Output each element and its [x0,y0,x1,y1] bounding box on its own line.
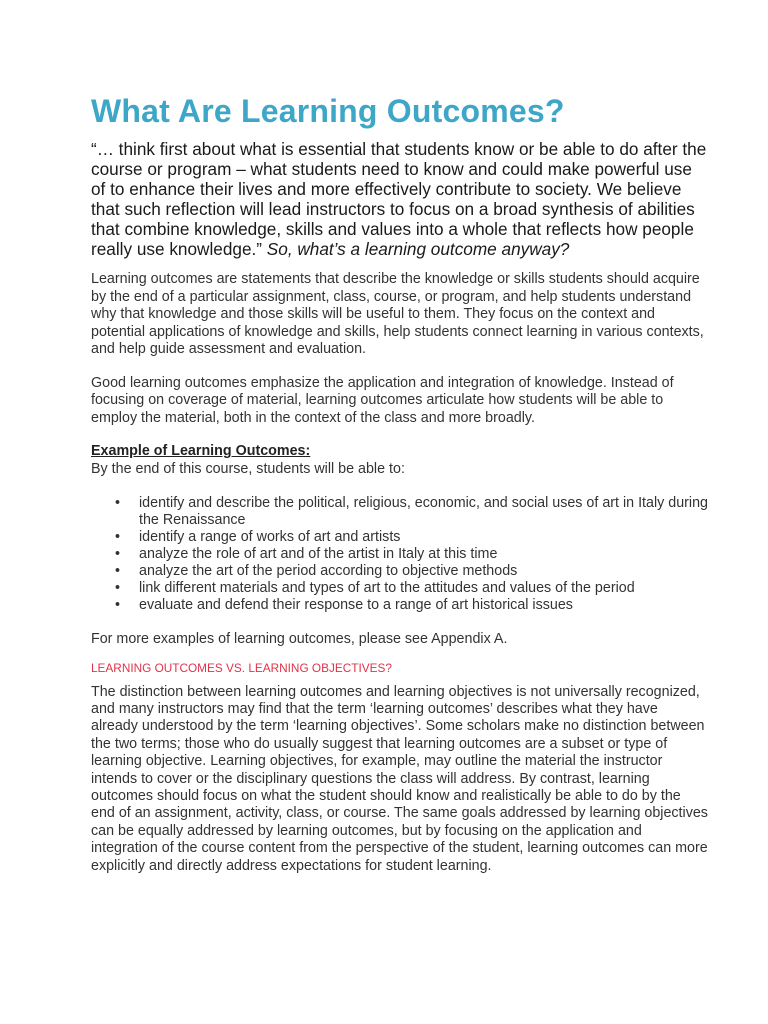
list-item [91,597,708,614]
bullet-icon: • [115,529,121,545]
list-item-text: evaluate and defend their response to a range of art historical issues [139,597,573,613]
bullet-icon: • [115,563,121,579]
more-examples-text: For more examples of learning outcomes, please see Appendix A. [91,631,508,647]
bullet-icon: • [115,580,121,596]
list-item-text: identify and describe the political, religious, economic, and social uses of art in Italy during the Renaissance [139,495,709,528]
quote-question: So, what’s a learning outcome anyway? [262,239,570,259]
definition-paragraph: Learning outcomes are statements that describe the knowledge or skills students should acquire by the end of a particular assignment, class, course, or program, and help students understand why that knowledge and those skills will be useful to them. They focus on the context and potential applications of knowledge and skills, help students connect learning in various contexts, and help guide assessment and evaluation. [91,271,704,357]
page-title: What Are Learning Outcomes? [91,93,565,129]
list-item-text: link different materials and types of art to the attitudes and values of the period [139,580,635,596]
quote-text: “… think first about what is essential that students know or be able to do after the course or program – what students need to know and could make powerful use of to enhance their lives and more effectively contribute to society. We believe that such reflection will lead instructors to focus on a broad synthesis of abilities that combine knowledge, skills and values into a whole that reflects how people really use knowledge.” [91,139,707,259]
good-outcomes-paragraph: Good learning outcomes emphasize the application and integration of knowledge. Instead of focusing on coverage of material, learning outcomes articulate how students will be able to employ the material, both in the context of the class and more broadly. [91,374,674,426]
list-item [91,495,708,529]
section-subheading: LEARNING OUTCOMES VS. LEARNING OBJECTIVES? [91,660,392,675]
list-item-text: identify a range of works of art and artists [139,529,401,545]
list-item [91,563,708,580]
outcomes-list [91,495,708,614]
list-item-text: analyze the art of the period according to objective methods [139,563,518,579]
bullet-icon: • [115,495,121,511]
example-intro: By the end of this course, students will be able to: [91,460,405,477]
list-item [91,546,708,563]
bullet-icon: • [115,546,121,562]
opening-quote [91,139,708,259]
distinction-paragraph: The distinction between learning outcomes and learning objectives is not universally recognized, and many instructors may find that the term ‘learning outcomes’ describes what they have already understood by the term ‘learning objectives’. Some scholars make no distinction between the two terms; those who do usually suggest that learning outcomes are a subset or type of learning objective. Learning objectives, for example, may outline the material the instructor intends to cover or the disciplinary questions the class will address. By contrast, learning outcomes should focus on what the student should know and realistically be able to do by the end of an assignment, activity, class, or course. The same goals addressed by learning objectives can be equally addressed by learning outcomes, but by focusing on the application and integration of the course content from the perspective of the student, learning outcomes can more explicitly and directly address expectations for student learning. [91,683,708,874]
list-item-text: analyze the role of art and of the artist in Italy at this time [139,546,498,562]
bullet-icon: • [115,597,121,613]
example-heading: Example of Learning Outcomes: [91,443,311,459]
list-item [91,529,708,546]
list-item [91,580,708,597]
